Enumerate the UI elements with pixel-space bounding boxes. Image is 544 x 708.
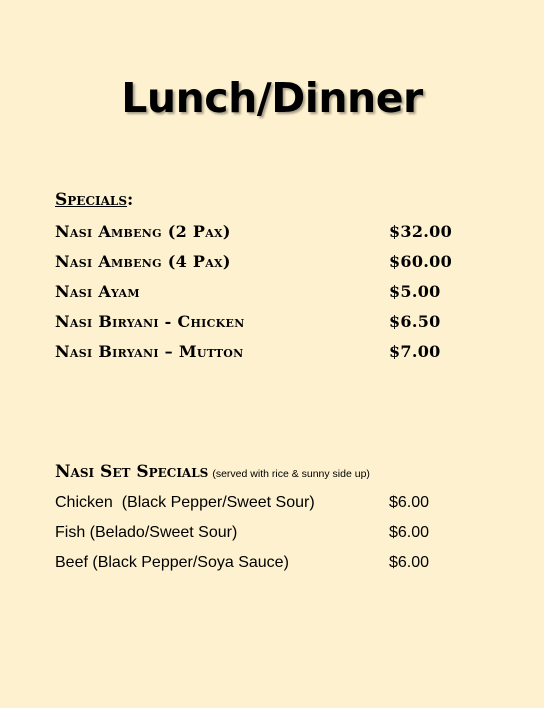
specials-heading-colon: : (127, 190, 134, 210)
menu-item (55, 312, 475, 332)
nasi-set-heading (55, 462, 370, 484)
set-menu-item-name: Fish (Belado/Sweet Sour) (55, 524, 238, 541)
set-menu-item-price: $6.00 (389, 554, 430, 571)
menu-item (55, 342, 475, 362)
set-menu-item-price: $6.00 (389, 524, 430, 541)
menu-item-name: Nasi Biryani – Mutton (55, 342, 244, 361)
specials-heading-text: Specials (55, 190, 128, 210)
menu-item (55, 282, 475, 302)
menu-item-price: $6.50 (389, 312, 441, 331)
nasi-set-note: (served with rice & sunny side up) (212, 468, 370, 480)
menu-item-price: $5.00 (389, 282, 441, 301)
menu-item-price: $32.00 (389, 222, 453, 241)
menu-item-name: Nasi Ayam (55, 282, 140, 301)
page-title: Lunch/Dinner (121, 74, 423, 122)
specials-heading (55, 190, 133, 210)
menu-item-name: Nasi Biryani - Chicken (55, 312, 245, 331)
set-menu-item (55, 523, 475, 543)
set-menu-item-name: Chicken (Black Pepper/Sweet Sour) (55, 494, 315, 511)
set-menu-item (55, 553, 475, 573)
menu-item-price: $7.00 (389, 342, 441, 361)
menu-item-price: $60.00 (389, 252, 453, 271)
set-menu-item-name: Beef (Black Pepper/Soya Sauce) (55, 554, 289, 571)
menu-item-name: Nasi Ambeng (4 Pax) (55, 252, 231, 271)
menu-item-name: Nasi Ambeng (2 Pax) (55, 222, 231, 241)
menu-item (55, 222, 475, 242)
nasi-set-heading-text: Nasi Set Specials (55, 462, 209, 482)
set-menu-item-price: $6.00 (389, 494, 430, 511)
set-menu-item (55, 493, 475, 513)
menu-item (55, 252, 475, 272)
